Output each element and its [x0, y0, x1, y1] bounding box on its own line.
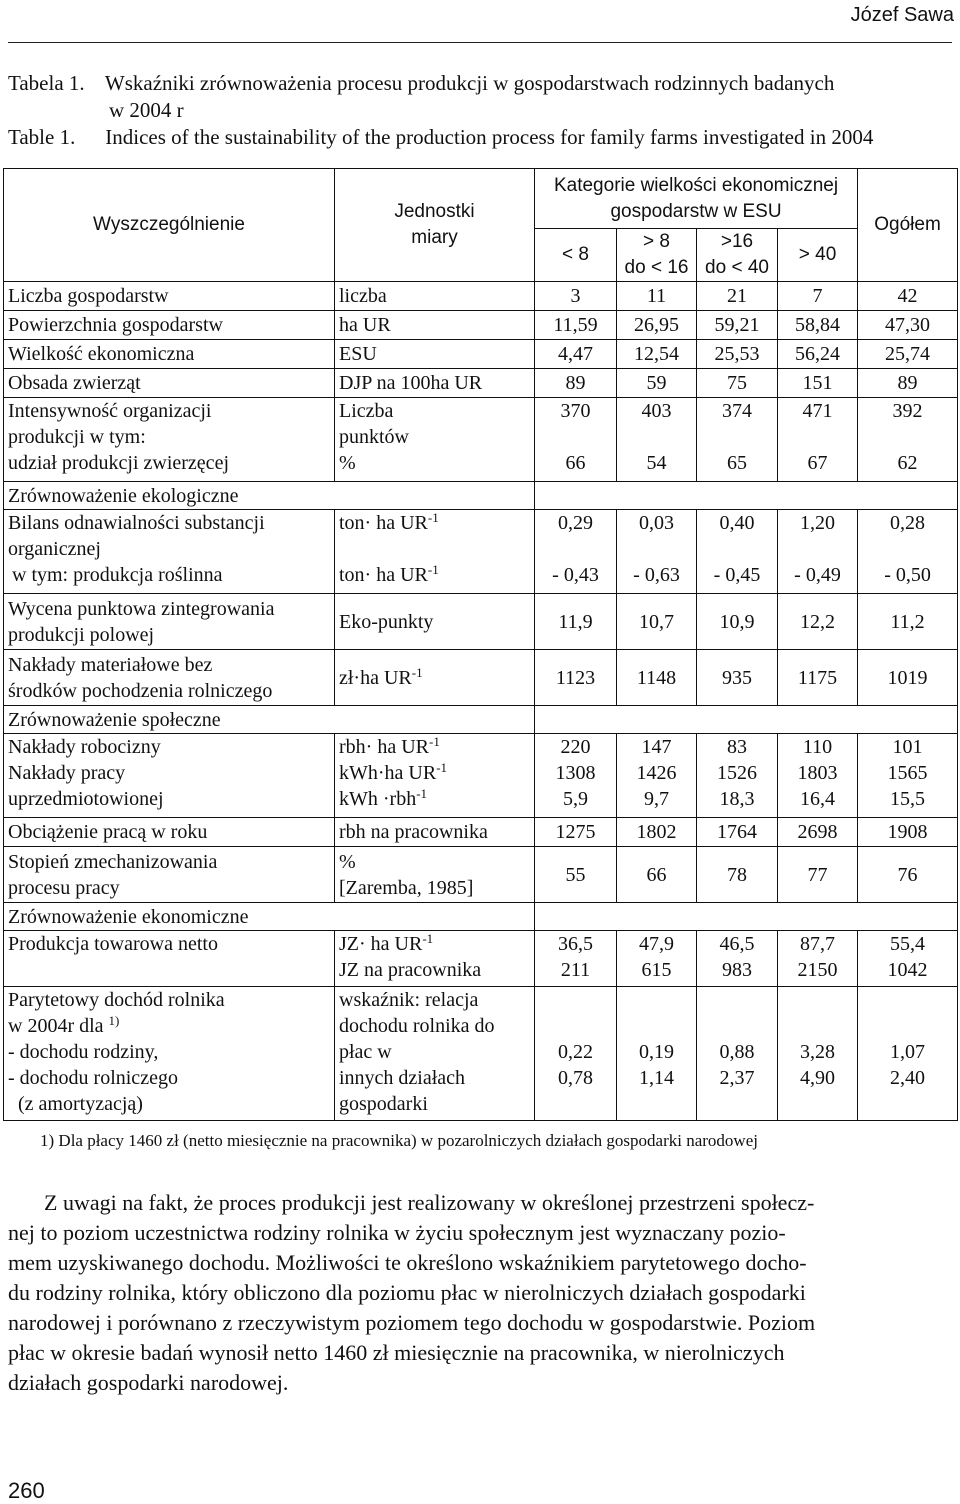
cell-value [697, 987, 778, 1121]
value-line: 5,9 [563, 788, 588, 810]
cell-value: 89 [535, 369, 617, 398]
cell-value: 42 [858, 282, 958, 311]
row-label [4, 650, 335, 706]
labour-label-l2: Nakłady pracy [8, 762, 126, 784]
cell-value: 58,84 [778, 311, 858, 340]
value-secondary: - 0,43 [552, 564, 599, 586]
value-line: 0,88 [719, 1041, 755, 1063]
cell-value [858, 931, 958, 987]
row-label [4, 594, 335, 650]
cell-value: 11,59 [535, 311, 617, 340]
value-line: 0,22 [558, 1041, 593, 1063]
value-line: 615 [641, 959, 672, 981]
value-line: 147 [641, 736, 672, 758]
cell-value: 59,21 [697, 311, 778, 340]
value-line: 983 [722, 959, 752, 981]
header-cat-16-40-l1: >16 [720, 231, 754, 252]
cell-value: 75 [697, 369, 778, 398]
cell-value: 12,2 [778, 594, 858, 650]
cell-value: 26,95 [617, 311, 697, 340]
cell-value [858, 510, 958, 594]
value-primary: 403 [641, 400, 672, 422]
section-row [4, 482, 958, 510]
paragraph-line: nej to poziom uczestnictwa rodziny rolnika w życiu społecznym jest wyznaczany pozio- [8, 1220, 786, 1245]
value-line: 2,40 [890, 1067, 926, 1089]
intens-unit-l2: punktów [339, 426, 409, 448]
row-label [4, 734, 335, 818]
value-line: 2150 [797, 959, 838, 981]
value-secondary: - 0,63 [633, 564, 680, 586]
unit-superscript: -1 [411, 664, 423, 680]
value-primary: 0,40 [719, 512, 755, 534]
intens-label-l3: udział produkcji zwierzęcej [8, 452, 229, 474]
row-unit [335, 650, 535, 706]
cell-value: 11 [617, 282, 697, 311]
header-categories [535, 169, 858, 229]
section-social: Zrównoważenie społeczne [4, 706, 535, 734]
unit-superscript: -1 [422, 931, 434, 946]
value-primary: 0,28 [890, 512, 926, 534]
value-secondary: - 0,49 [794, 564, 841, 586]
stopien-unit-l2: [Zaremba, 1985] [339, 876, 474, 899]
cell-value [535, 931, 617, 987]
parytet-label-l2: w 2004r dla [8, 1015, 104, 1037]
value-line: 1308 [555, 762, 596, 784]
unit-superscript: -1 [427, 562, 439, 577]
cell-value: 11,9 [535, 594, 617, 650]
cell-value: 10,7 [617, 594, 697, 650]
footnote-marker: 1) [108, 1013, 120, 1028]
cell-value: 59 [617, 369, 697, 398]
value-line: 1526 [717, 762, 757, 784]
header-cat-8-16-l2: do < 16 [624, 257, 689, 278]
parytet-unit-l1: wskaźnik: relacja [339, 989, 479, 1011]
value-primary: 0,29 [558, 512, 593, 534]
value-line: 55,4 [890, 933, 926, 955]
table-row [4, 818, 958, 847]
value-secondary: - 0,45 [713, 564, 761, 586]
row-unit [335, 398, 535, 482]
row-label [4, 510, 335, 594]
table-row [4, 282, 958, 311]
paragraph-line: mem uzyskiwanego dochodu. Możliwości te określono wskaźnikiem parytetowego docho- [8, 1250, 807, 1275]
value-line: 2,37 [719, 1067, 755, 1089]
value-line: 0,19 [639, 1041, 674, 1063]
cell-value: 3 [535, 282, 617, 311]
table-caption-english [8, 124, 958, 151]
table-caption-polish [8, 70, 958, 124]
paragraph-line: Z uwagi na fakt, że proces produkcji jest realizowany w określonej przestrzeni społecz- [44, 1190, 815, 1215]
unit-text: ton· ha UR [339, 564, 428, 586]
row-unit: Eko-punkty [335, 594, 535, 650]
cell-value [858, 987, 958, 1121]
paragraph-line: płac w okresie badań wynosił netto 1460 zł miesięcznie na pracownika, w nierolniczych [8, 1340, 785, 1365]
value-primary: 392 [892, 400, 923, 422]
unit-text: kWh ·rbh [339, 788, 417, 810]
unit-text: JZ na pracownika [339, 959, 482, 981]
naklady-label-l2: środków pochodzenia rolniczego [8, 679, 273, 702]
section-empty [535, 482, 958, 510]
body-paragraph [8, 1188, 954, 1398]
unit-text: zł·ha UR [339, 666, 412, 689]
row-label: Produkcja towarowa netto [4, 931, 335, 987]
cell-value: 1908 [858, 818, 958, 847]
paragraph-line: narodowej i porównano z rzeczywistym poziomem tego dochodu w gospodarstwie. Poziom [8, 1310, 816, 1335]
cell-value: 1764 [697, 818, 778, 847]
value-line: 87,7 [800, 933, 836, 955]
unit-text: ton· ha UR [339, 512, 428, 534]
bilans-label-l2: organicznej [8, 538, 101, 560]
cell-value: 76 [858, 847, 958, 903]
value-line: 36,5 [558, 933, 593, 955]
value-secondary: - 0,50 [884, 564, 931, 586]
caption-label-pl: Tabela 1. [8, 71, 85, 95]
header-cat-lt8: < 8 [535, 229, 617, 282]
table-row [4, 311, 958, 340]
value-primary: 374 [722, 400, 752, 422]
row-unit: DJP na 100ha UR [335, 369, 535, 398]
header-description: Wyszczególnienie [4, 169, 335, 282]
cell-value: 21 [697, 282, 778, 311]
table-row [4, 369, 958, 398]
header-unit-l2: miary [411, 227, 458, 248]
cell-value: 935 [697, 650, 778, 706]
cell-value: 78 [697, 847, 778, 903]
parytet-unit-l2: dochodu rolnika do [339, 1015, 495, 1037]
value-line: 0,78 [558, 1067, 593, 1089]
table-footnote: 1) Dla płacy 1460 zł (netto miesięcznie na pracownika) w pozarolniczych działach gospodarki narodowej [40, 1131, 758, 1150]
cell-value [778, 398, 858, 482]
table-row [4, 931, 958, 987]
cell-value [778, 987, 858, 1121]
header-categories-l2: gospodarstw w ESU [610, 200, 782, 222]
section-row [4, 706, 958, 734]
cell-value: 1123 [535, 650, 617, 706]
cell-value [858, 398, 958, 482]
labour-label-l3: uprzedmiotowionej [8, 788, 164, 810]
header-categories-l1: Kategorie wielkości ekonomicznej [553, 174, 839, 196]
cell-value: 56,24 [778, 340, 858, 369]
value-secondary: 54 [646, 452, 667, 474]
unit-superscript: -1 [427, 510, 439, 525]
value-line: 211 [560, 959, 591, 981]
header-cat-16-40 [697, 229, 778, 282]
value-secondary: 66 [565, 452, 586, 474]
wycena-label-l2: produkcji polowej [8, 623, 155, 646]
table-row [4, 734, 958, 818]
parytet-label-l1: Parytetowy dochód rolnika [8, 989, 225, 1011]
row-unit [335, 931, 535, 987]
table-row [4, 650, 958, 706]
cell-value [778, 931, 858, 987]
row-unit: ha UR [335, 311, 535, 340]
row-unit [335, 987, 535, 1121]
value-primary: 0,03 [639, 512, 674, 534]
value-line: 15,5 [890, 788, 926, 810]
header-divider [8, 42, 952, 43]
value-line: 110 [802, 736, 833, 758]
cell-value: 55 [535, 847, 617, 903]
table-row [4, 847, 958, 903]
cell-value [858, 734, 958, 818]
running-header-author: Józef Sawa [850, 4, 954, 26]
paragraph-line: działach gospodarki narodowej. [8, 1370, 289, 1395]
value-line: 1,07 [890, 1041, 926, 1063]
row-unit [335, 734, 535, 818]
cell-value: 1802 [617, 818, 697, 847]
row-label: Obciążenie pracą w roku [4, 818, 335, 847]
header-cat-gt40: > 40 [778, 229, 858, 282]
paragraph-line: du rodziny rolnika, który obliczono dla poziomu płac w nierolniczych działach gospodarki [8, 1280, 806, 1305]
caption-text-pl-line2: w 2004 r [109, 98, 184, 122]
value-primary: 370 [560, 400, 591, 422]
cell-value: 151 [778, 369, 858, 398]
row-unit: rbh na pracownika [335, 818, 535, 847]
cell-value [697, 931, 778, 987]
stopien-label-l1: Stopień zmechanizowania [8, 850, 218, 873]
value-line: 220 [560, 736, 591, 758]
cell-value: 1019 [858, 650, 958, 706]
header-unit-l1: Jednostki [394, 201, 475, 222]
cell-value [778, 510, 858, 594]
intens-label-l2: produkcji w tym: [8, 426, 146, 448]
cell-value: 1275 [535, 818, 617, 847]
cell-value: 25,74 [858, 340, 958, 369]
cell-value: 25,53 [697, 340, 778, 369]
cell-value [778, 734, 858, 818]
parytet-label-l3: - dochodu rodziny, [8, 1041, 159, 1063]
value-line: 1,14 [639, 1067, 674, 1089]
cell-value: 4,47 [535, 340, 617, 369]
cell-value [535, 734, 617, 818]
row-unit: liczba [335, 282, 535, 311]
value-line: 83 [727, 736, 747, 758]
wycena-label-l1: Wycena punktowa zintegrowania [8, 597, 275, 620]
cell-value [697, 510, 778, 594]
row-unit [335, 510, 535, 594]
row-label [4, 398, 335, 482]
value-secondary: 62 [897, 452, 918, 474]
stopien-unit-l1: % [339, 850, 356, 873]
bilans-label-l3: w tym: produkcja roślinna [12, 564, 223, 586]
value-secondary: 67 [807, 452, 828, 474]
value-line: 46,5 [719, 933, 755, 955]
unit-superscript: -1 [428, 734, 440, 749]
caption-label-en: Table 1. [8, 125, 76, 149]
cell-value [535, 987, 617, 1121]
stopien-label-l2: procesu pracy [8, 876, 120, 899]
value-line: 16,4 [800, 788, 836, 810]
parytet-unit-l5: gospodarki [339, 1093, 428, 1115]
cell-value [697, 398, 778, 482]
intens-unit-l1: Liczba [339, 400, 394, 422]
table-row [4, 398, 958, 482]
value-line: 1803 [797, 762, 838, 784]
unit-text: JZ· ha UR [339, 933, 423, 955]
row-label: Liczba gospodarstw [4, 282, 335, 311]
parytet-label-l4: - dochodu rolniczego [8, 1067, 178, 1089]
row-label: Powierzchnia gospodarstw [4, 311, 335, 340]
cell-value: 47,30 [858, 311, 958, 340]
cell-value: 1148 [617, 650, 697, 706]
value-line: 47,9 [639, 933, 674, 955]
table-row [4, 510, 958, 594]
row-label [4, 847, 335, 903]
labour-label-l1: Nakłady robocizny [8, 736, 161, 758]
header-cat-8-16-l1: > 8 [643, 231, 670, 252]
intens-unit-l3: % [339, 452, 356, 474]
cell-value: 2698 [778, 818, 858, 847]
caption-text-en: Indices of the sustainability of the production process for family farms investigated in 2004 [105, 125, 874, 149]
header-total: Ogółem [858, 169, 958, 282]
cell-value [617, 931, 697, 987]
unit-superscript: -1 [416, 786, 428, 801]
cell-value [617, 734, 697, 818]
header-unit [335, 169, 535, 282]
cell-value: 7 [778, 282, 858, 311]
row-label: Wielkość ekonomiczna [4, 340, 335, 369]
section-empty [535, 903, 958, 931]
value-line: 1565 [887, 762, 928, 784]
section-row [4, 903, 958, 931]
cell-value [535, 398, 617, 482]
row-unit [335, 847, 535, 903]
value-line: 101 [892, 736, 923, 758]
cell-value: 89 [858, 369, 958, 398]
value-line: 3,28 [800, 1041, 836, 1063]
cell-value: 66 [617, 847, 697, 903]
cell-value [697, 734, 778, 818]
cell-value: 77 [778, 847, 858, 903]
header-cat-8-16 [617, 229, 697, 282]
cell-value: 11,2 [858, 594, 958, 650]
table-row [4, 987, 958, 1121]
table-row [4, 340, 958, 369]
table-row [4, 594, 958, 650]
parytet-unit-l4: innych działach [339, 1067, 466, 1089]
cell-value: 1175 [778, 650, 858, 706]
value-secondary: 65 [727, 452, 747, 474]
value-primary: 1,20 [800, 512, 836, 534]
unit-text: rbh· ha UR [339, 736, 429, 758]
parytet-label-l5: (z amortyzacją) [18, 1093, 143, 1115]
caption-text-pl-line1: Wskaźniki zrównoważenia procesu produkcji w gospodarstwach rodzinnych badanych [104, 71, 835, 95]
cell-value [617, 987, 697, 1121]
value-line: 9,7 [644, 788, 669, 810]
sustainability-table [3, 168, 958, 1121]
value-primary: 471 [802, 400, 833, 422]
naklady-label-l1: Nakłady materiałowe bez [8, 653, 213, 676]
cell-value: 12,54 [617, 340, 697, 369]
header-cat-16-40-l2: do < 40 [705, 257, 769, 278]
value-line: 1042 [887, 959, 928, 981]
page-number: 260 [8, 1478, 45, 1503]
bilans-label-l1: Bilans odnawialności substancji [8, 512, 265, 534]
section-ecological: Zrównoważenie ekologiczne [4, 482, 535, 510]
section-economic: Zrównoważenie ekonomiczne [4, 903, 535, 931]
cell-value: 10,9 [697, 594, 778, 650]
unit-superscript: -1 [436, 760, 448, 775]
unit-text: kWh·ha UR [339, 762, 437, 784]
cell-value [617, 398, 697, 482]
value-line: 1426 [636, 762, 677, 784]
value-line: 4,90 [800, 1067, 836, 1089]
row-label: Obsada zwierząt [4, 369, 335, 398]
cell-value [617, 510, 697, 594]
row-label [4, 987, 335, 1121]
row-unit: ESU [335, 340, 535, 369]
section-empty [535, 706, 958, 734]
cell-value [535, 510, 617, 594]
parytet-unit-l3: płac w [339, 1041, 392, 1063]
value-line: 18,3 [719, 788, 755, 810]
intens-label-l1: Intensywność organizacji [8, 400, 212, 422]
